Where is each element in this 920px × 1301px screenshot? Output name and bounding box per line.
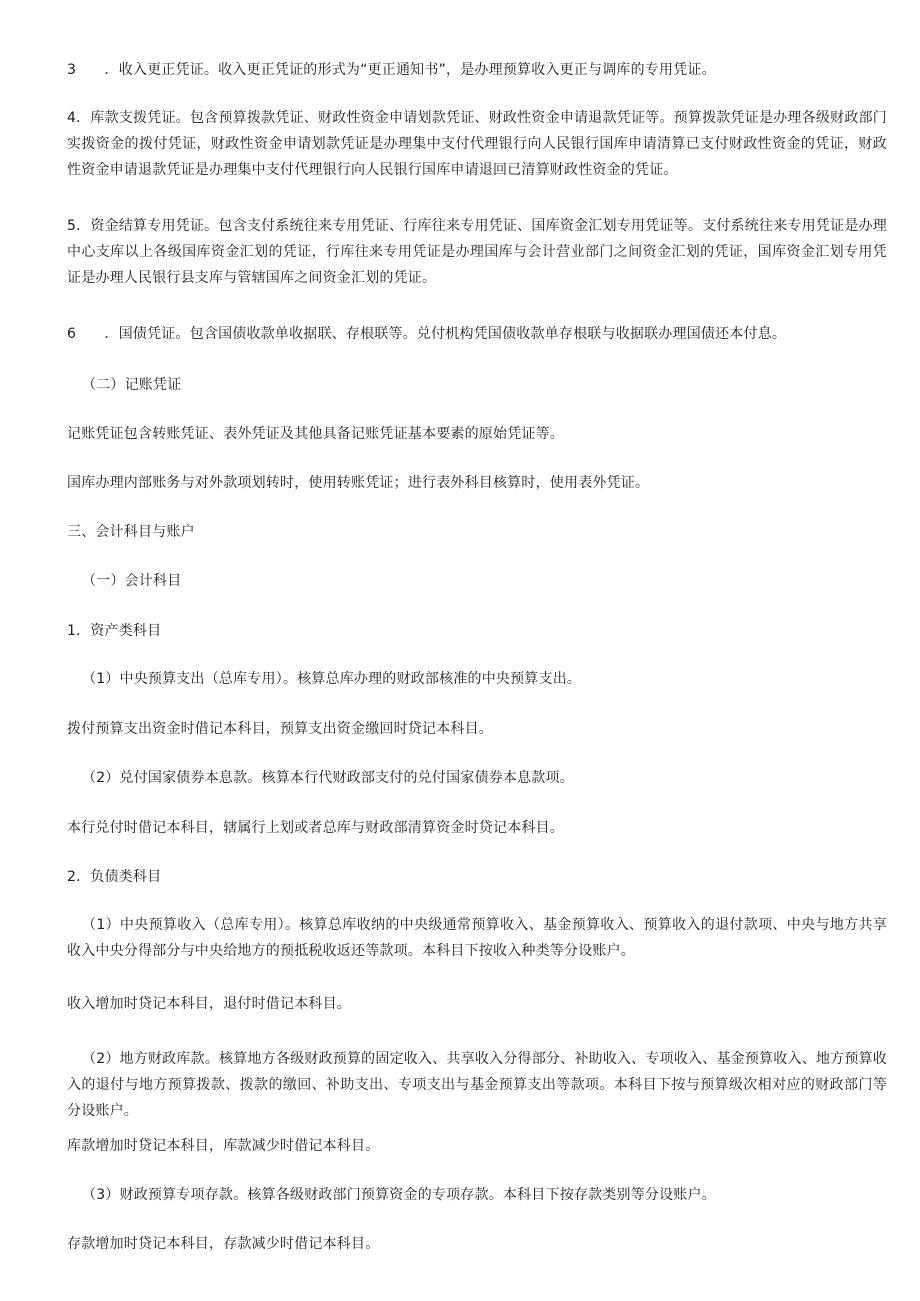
paragraph-4: 4．库款支拨凭证。包含预算拨款凭证、财政性资金申请划款凭证、财政性资金申请退款凭证等。预算拨款凭证是办理各级财政部门实拨资金的拨付凭证，财政性资金申请划款凭证是办理集中支付代理银行向人民银行国库申请清算已支付财政性资金的凭证，财政性资金申请退款凭证是办理集中支付代理银行向人民银行国库申请退回已清算财政性资金的凭证。 xyxy=(67,110,887,178)
paragraph-central-budget-revenue: （1）中央预算收入（总库专用）。核算总库收纳的中央级通常预算收入、基金预算收入、预算收入的退付款项、中央与地方共享收入中央分得部分与中央给地方的预抵税收返还等款项。本科目下按收入种类等分设账户。 xyxy=(67,917,887,959)
heading-accounting-subjects: （一）会计科目 xyxy=(82,573,182,589)
paragraph-expenditure-rule: 拨付预算支出资金时借记本科目，预算支出资金缴回时贷记本科目。 xyxy=(67,721,493,737)
paragraph-special-deposit: （3）财政预算专项存款。核算各级财政部门预算资金的专项存款。本科目下按存款类别等分设账户。 xyxy=(82,1187,716,1203)
heading-liability-subjects: 2．负债类科目 xyxy=(67,869,162,885)
heading-asset-subjects: 1．资产类科目 xyxy=(67,623,162,639)
paragraph-revenue-rule: 收入增加时贷记本科目，退付时借记本科目。 xyxy=(67,996,351,1012)
heading-section-three: 三、会计科目与账户 xyxy=(67,524,195,540)
paragraph-bookkeeping-usage: 国库办理内部账务与对外款项划转时，使用转账凭证；进行表外科目核算时，使用表外凭证。 xyxy=(67,475,650,491)
paragraph-6: 6 ．国债凭证。包含国债收款单收据联、存根联等。兑付机构凭国债收款单存根联与收据联办理国债还本付息。 xyxy=(67,326,787,342)
paragraph-central-budget-expenditure: （1）中央预算支出（总库专用）。核算总库办理的财政部核准的中央预算支出。 xyxy=(82,671,582,687)
paragraph-local-treasury: （2）地方财政库款。核算地方各级财政预算的固定收入、共享收入分得部分、补助收入、专项收入、基金预算收入、地方预算收入的退付与地方预算拨款、拨款的缴回、补助支出、专项支出与基金预算支出等款项。本科目下按与预算级次相对应的财政部门等分设账户。 xyxy=(67,1051,887,1119)
paragraph-5: 5．资金结算专用凭证。包含支付系统往来专用凭证、行库往来专用凭证、国库资金汇划专用凭证等。支付系统往来专用凭证是办理中心支库以上各级国库资金汇划的凭证，行库往来专用凭证是办理国库与会计营业部门之间资金汇划的凭证，国库资金汇划专用凭证是办理人民银行县支库与管辖国库之间资金汇划的凭证。 xyxy=(67,218,887,286)
paragraph-bookkeeping-types: 记账凭证包含转账凭证、表外凭证及其他具备记账凭证基本要素的原始凭证等。 xyxy=(67,426,564,442)
paragraph-treasury-rule: 库款增加时贷记本科目，库款减少时借记本科目。 xyxy=(67,1138,380,1154)
paragraph-bond-redemption: （2）兑付国家债券本息款。核算本行代财政部支付的兑付国家债券本息款项。 xyxy=(82,770,574,786)
heading-bookkeeping-voucher: （二）记账凭证 xyxy=(82,377,182,393)
paragraph-3: 3 ．收入更正凭证。收入更正凭证的形式为“更正通知书”，是办理预算收入更正与调库的专用凭证。 xyxy=(67,62,716,78)
paragraph-bond-rule: 本行兑付时借记本科目，辖属行上划或者总库与财政部清算资金时贷记本科目。 xyxy=(67,820,564,836)
paragraph-deposit-rule: 存款增加时贷记本科目，存款减少时借记本科目。 xyxy=(67,1236,380,1252)
